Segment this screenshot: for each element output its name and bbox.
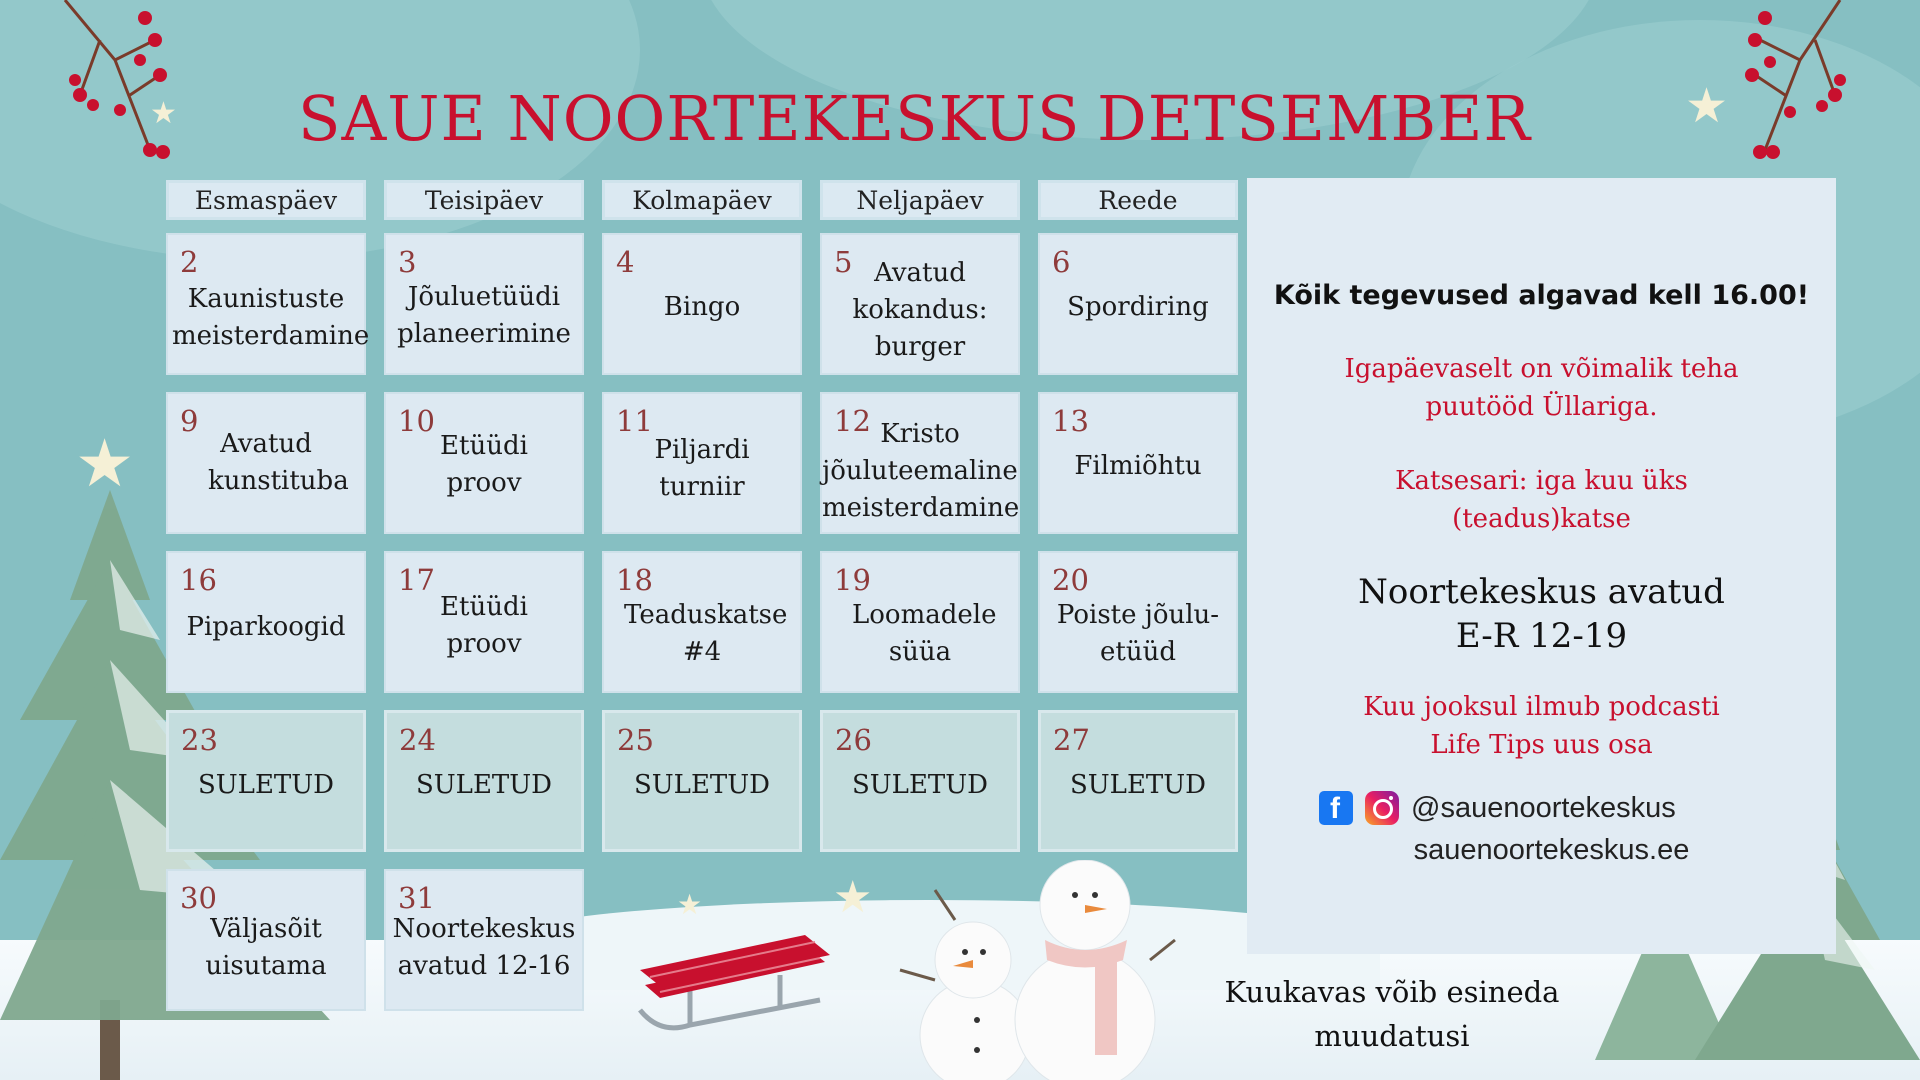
day-number: 27 xyxy=(1053,723,1090,757)
day-activity: Kaunistuste meisterdamine xyxy=(172,284,370,351)
day-number: 23 xyxy=(181,723,218,757)
woodwork-text: Igapäevaselt on võimalik teha xyxy=(1344,354,1739,384)
day-activity: Poiste jõulu-etüüd xyxy=(1056,600,1220,667)
note-line: Kuukavas võib esineda xyxy=(1224,975,1560,1009)
calendar-day-cell xyxy=(820,233,1020,375)
calendar-day-cell xyxy=(384,869,584,1011)
calendar-day-cell xyxy=(384,233,584,375)
sled-icon xyxy=(630,930,840,1040)
info-panel xyxy=(1247,178,1836,954)
day-number: 16 xyxy=(180,563,217,597)
day-number: 10 xyxy=(398,404,435,438)
day-number: 26 xyxy=(835,723,872,757)
star-icon: ★ xyxy=(75,425,135,502)
day-status: SULETUD xyxy=(1069,770,1207,800)
day-status: SULETUD xyxy=(415,770,553,800)
calendar-day-cell xyxy=(1038,233,1238,375)
day-status: SULETUD xyxy=(633,770,771,800)
berry-branch-icon xyxy=(1740,0,1850,170)
weekday-header-thursday: Neljapäev xyxy=(820,180,1020,220)
calendar-day-cell xyxy=(602,392,802,534)
facebook-icon[interactable]: f xyxy=(1319,791,1353,825)
schedule-change-note xyxy=(1197,970,1587,1058)
day-number: 19 xyxy=(834,563,871,597)
weekday-header-wednesday: Kolmapäev xyxy=(602,180,802,220)
day-activity: Piljardi turniir xyxy=(654,435,750,502)
calendar-day-cell xyxy=(166,551,366,693)
day-activity: Teaduskatse #4 xyxy=(624,600,788,667)
day-activity: Avatud kokandus: burger xyxy=(852,258,988,362)
star-icon: ★ xyxy=(150,96,177,131)
day-number: 31 xyxy=(398,881,435,915)
calendar-day-cell-closed xyxy=(602,710,802,852)
day-status: SULETUD xyxy=(197,770,335,800)
podcast-text: Life Tips uus osa xyxy=(1430,730,1653,760)
day-number: 4 xyxy=(616,245,635,279)
calendar-day-cell xyxy=(166,233,370,375)
day-number: 3 xyxy=(398,245,417,279)
center-title: SAUE NOORTEKESKUS xyxy=(298,82,1081,155)
day-number: 6 xyxy=(1052,245,1071,279)
calendar-day-cell xyxy=(166,392,366,534)
opening-hours-text: Noortekeskus avatud xyxy=(1358,572,1725,612)
weekday-header-friday: Reede xyxy=(1038,180,1238,220)
day-number: 13 xyxy=(1052,404,1089,438)
day-number: 20 xyxy=(1052,563,1089,597)
calendar-day-cell xyxy=(1038,392,1238,534)
weekday-header-tuesday: Teisipäev xyxy=(384,180,584,220)
day-activity: Piparkoogid xyxy=(186,612,346,642)
day-number: 25 xyxy=(617,723,654,757)
day-activity: Avatud kunstituba xyxy=(208,429,349,496)
instagram-icon[interactable] xyxy=(1365,791,1399,825)
day-activity: Etüüdi proov xyxy=(440,431,528,498)
day-activity: Väljasõit uisutama xyxy=(205,914,327,981)
calendar-day-cell xyxy=(820,551,1020,693)
social-handle[interactable]: @sauenoortekeskus xyxy=(1411,791,1676,824)
day-activity: Noortekeskus avatud 12-16 xyxy=(392,914,576,981)
day-number: 5 xyxy=(834,245,853,279)
day-number: 17 xyxy=(398,563,435,597)
day-activity: Jõuluetüüdi planeerimine xyxy=(397,282,571,349)
calendar-day-cell xyxy=(602,551,802,693)
opening-hours-text: E-R 12-19 xyxy=(1455,616,1628,656)
berry-branch-icon xyxy=(60,0,170,170)
note-line: muudatusi xyxy=(1314,1019,1470,1053)
website-link[interactable]: sauenoortekeskus.ee xyxy=(1413,834,1690,866)
day-number: 30 xyxy=(180,881,217,915)
day-number: 24 xyxy=(399,723,436,757)
day-number: 18 xyxy=(616,563,653,597)
calendar-day-cell-closed xyxy=(1038,710,1238,852)
day-activity: Loomadele süüa xyxy=(852,600,997,667)
social-links xyxy=(1319,790,1676,826)
star-icon: ★ xyxy=(677,888,703,921)
weekday-header-monday: Esmaspäev xyxy=(166,180,366,220)
star-icon: ★ xyxy=(833,872,873,923)
calendar-day-cell xyxy=(820,392,1020,534)
day-activity: Kristo jõuluteemaline meisterdamine xyxy=(822,419,1020,523)
day-activity: Bingo xyxy=(663,292,741,322)
calendar-day-cell-closed xyxy=(820,710,1020,852)
day-activity: Spordiring xyxy=(1067,292,1209,322)
day-activity: Filmiõhtu xyxy=(1074,451,1202,481)
calendar-day-cell-closed xyxy=(384,710,584,852)
calendar-day-cell-closed xyxy=(166,710,366,852)
experiments-text: (teadus)katse xyxy=(1452,504,1631,534)
calendar-day-cell xyxy=(166,869,366,1011)
day-activity: Etüüdi proov xyxy=(440,592,528,659)
start-time-text: Kõik tegevused algavad kell 16.00! xyxy=(1273,280,1810,311)
snowmen-icon xyxy=(895,860,1195,1080)
day-number: 9 xyxy=(180,404,199,438)
day-number: 11 xyxy=(616,404,653,438)
calendar-day-cell xyxy=(384,392,584,534)
woodwork-text: puutööd Üllariga. xyxy=(1425,392,1658,422)
day-number: 2 xyxy=(180,245,199,279)
experiments-text: Katsesari: iga kuu üks xyxy=(1395,466,1688,496)
podcast-text: Kuu jooksul ilmub podcasti xyxy=(1363,692,1720,722)
star-icon: ★ xyxy=(1685,78,1729,134)
calendar-day-cell xyxy=(602,233,802,375)
day-status: SULETUD xyxy=(851,770,989,800)
calendar-day-cell xyxy=(1038,551,1238,693)
month-title: DETSEMBER xyxy=(1097,82,1532,155)
calendar-day-cell xyxy=(384,551,584,693)
day-number: 12 xyxy=(834,404,871,438)
